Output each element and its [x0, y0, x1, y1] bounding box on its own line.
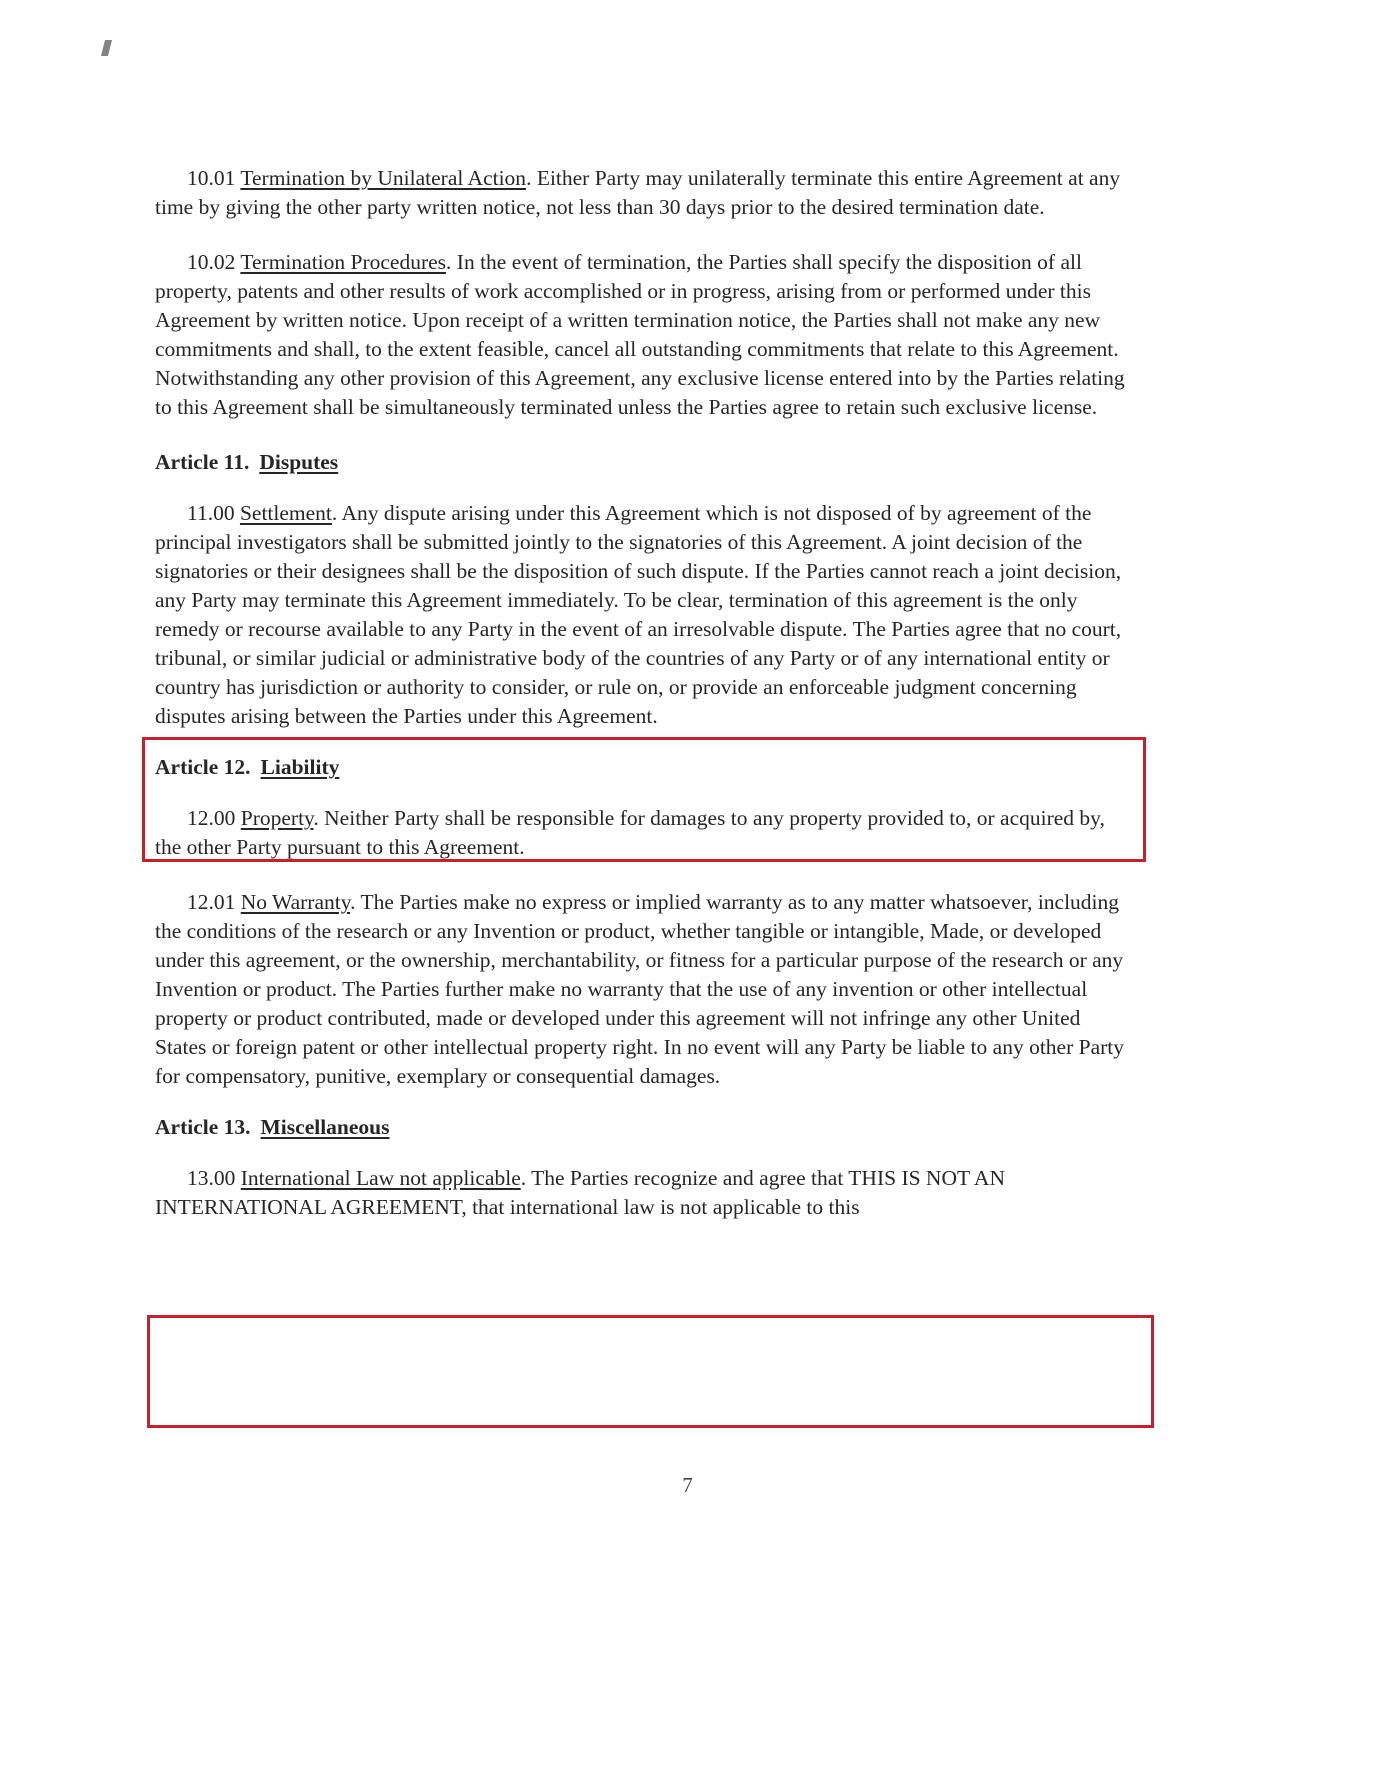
- clause-text: Neither Party shall be responsible for damages to any property provided to, or acquired by, the other Party pursuant to this Agreement.: [155, 806, 1105, 859]
- article-13-heading: [155, 1113, 1135, 1142]
- clause-heading: International Law not applicable: [240, 1166, 521, 1190]
- clause-13-00: 13.00 International Law not applicable. The Parties recognize and agree that THIS IS NOT AN INTERNATIONAL AGREEMENT, that international law is not applicable to this: [155, 1166, 1005, 1219]
- article-label: Article 11.: [155, 450, 250, 474]
- clause-heading: Property: [240, 806, 314, 830]
- page-number: 7: [682, 1473, 693, 1497]
- clause-text: Any dispute arising under this Agreement which is not disposed of by agreement of the principal investigators shall be submitted jointly to the signatories of this Agreement. A joint decision of the signatories or their designees shall be the disposition of such dispute. If the Parties cannot reach a joint decision, any Party may terminate this Agreement immediately. To be clear, termination of this agreement is the only remedy or recourse available to any Party in the event of an irresolvable dispute. The Parties agree that no court, tribunal, or similar judicial or administrative body of the countries of any Party or of any international entity or country has jurisdiction or authority to consider, or rule on, or provide an enforceable judgment concerning disputes arising between the Parties under this Agreement.: [155, 501, 1122, 728]
- highlight-box-dispute-jurisdiction: [142, 737, 1146, 862]
- clause-text: The Parties make no express or implied warranty as to any matter whatsoever, including the conditions of the research or any Invention or product, whether tangible or intangible, Made, or developed under this agreement, or the ownership, merchantability, or fitness for a particular purpose of the research or any Invention or product. The Parties further make no warranty that the use of any invention or other intellectual property or product contributed, made or developed under this agreement will not infringe any other United States or foreign patent or other intellectual property right. In no event will any Party be liable to any other Party for compensatory, punitive, exemplary or consequential damages.: [155, 890, 1125, 1088]
- clause-12-01: 12.01 No Warranty. The Parties make no express or implied warranty as to any matter whatsoever, including the conditions of the research or any Invention or product, whether tangible or intangible, Made, or developed under this agreement, or the ownership, merchantability, or fitness for a particular purpose of the research or any Invention or product. The Parties further make no warranty that the use of any invention or other intellectual property or product contributed, made or developed under this agreement will not infringe any other United States or foreign patent or other intellectual property right. In no event will any Party be liable to any other Party for compensatory, punitive, exemplary or consequential damages.: [155, 890, 1125, 1088]
- clause-number: 12.00: [187, 806, 236, 830]
- clause-number: 13.00: [187, 1166, 236, 1190]
- clause-10-02: 10.02 Termination Procedures. In the event of termination, the Parties shall specify the disposition of all property, patents and other results of work accomplished or in progress, arising from or performed under this Agreement by written notice. Upon receipt of a written termination notice, the Parties shall not make any new commitments and shall, to the extent feasible, cancel all outstanding commitments that relate to this Agreement. Notwithstanding any other provision of this Agreement, any exclusive license entered into by the Parties relating to this Agreement shall be simultaneously terminated unless the Parties agree to retain such exclusive license.: [155, 250, 1125, 419]
- clause-number: 12.01: [187, 890, 236, 914]
- clause-number: 11.00: [187, 501, 235, 525]
- clause-12-00: 12.00 Property. Neither Party shall be responsible for damages to any property provided to, or acquired by, the other Party pursuant to this Agreement.: [155, 806, 1105, 859]
- clause-heading: Termination by Unilateral Action: [240, 166, 527, 190]
- clause-number: 10.01: [187, 166, 236, 190]
- article-label: Article 13.: [155, 1115, 251, 1139]
- article-label: Article 12.: [155, 755, 251, 779]
- clause-heading: Settlement: [239, 501, 332, 525]
- clause-11-00: 11.00 Settlement. Any dispute arising under this Agreement which is not disposed of by agreement of the principal investigators shall be submitted jointly to the signatories of this Agreement. A joint decision of the signatories or their designees shall be the disposition of such dispute. If the Parties cannot reach a joint decision, any Party may terminate this Agreement immediately. To be clear, termination of this agreement is the only remedy or recourse available to any Party in the event of an irresolvable dispute. The Parties agree that no court, tribunal, or similar judicial or administrative body of the countries of any Party or of any international entity or country has jurisdiction or authority to consider, or rule on, or provide an enforceable judgment concerning disputes arising between the Parties under this Agreement.: [155, 501, 1122, 728]
- clause-10-01: 10.01 Termination by Unilateral Action. Either Party may unilaterally terminate this entire Agreement at any time by giving the other party written notice, not less than 30 days prior to the desired termination date.: [155, 166, 1121, 219]
- clause-text: Either Party may unilaterally terminate this entire Agreement at any time by giving the other party written notice, not less than 30 days prior to the desired termination date.: [155, 166, 1121, 219]
- article-title: Miscellaneous: [260, 1115, 390, 1139]
- article-title: Liability: [260, 755, 340, 779]
- highlight-box-international-law: [147, 1315, 1154, 1428]
- scan-corner-mark: [101, 40, 112, 56]
- clause-heading: No Warranty: [240, 890, 351, 914]
- clause-number: 10.02: [187, 250, 236, 274]
- clause-heading: Termination Procedures: [240, 250, 447, 274]
- document-body: [155, 164, 1135, 1222]
- clause-text: In the event of termination, the Parties shall specify the disposition of all property, patents and other results of work accomplished or in progress, arising from or performed under this Agreement by written notice. Upon receipt of a written termination notice, the Parties shall not make any new commitments and shall, to the extent feasible, cancel all outstanding commitments that relate to this Agreement. Notwithstanding any other provision of this Agreement, any exclusive license entered into by the Parties relating to this Agreement shall be simultaneously terminated unless the Parties agree to retain such exclusive license.: [155, 250, 1125, 419]
- article-11-heading: [155, 448, 1135, 477]
- article-title: Disputes: [259, 450, 339, 474]
- clause-text: The Parties recognize and agree that THIS IS NOT AN INTERNATIONAL AGREEMENT, that international law is not applicable to this: [155, 1166, 1005, 1219]
